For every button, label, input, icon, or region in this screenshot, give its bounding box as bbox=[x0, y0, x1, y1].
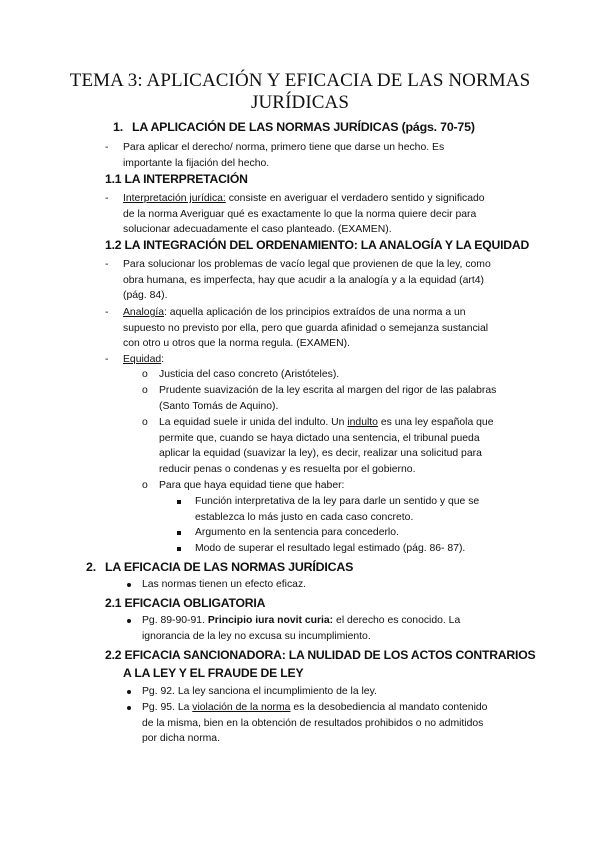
subsection-1-1-heading: 1.1 LA INTERPRETACIÓN bbox=[105, 172, 248, 186]
text-line: de la misma, bien en la obtención de resultados prohibidos o no admitidos bbox=[142, 717, 484, 729]
text-line: ignorancia de la ley no excusa su incumplimiento. bbox=[142, 630, 371, 642]
text-span: Pg. 95. La bbox=[142, 702, 193, 713]
round-bullet bbox=[127, 619, 131, 623]
subsection-2-2-heading bbox=[105, 646, 535, 682]
heading-line: A LA LEY Y EL FRAUDE DE LEY bbox=[123, 666, 304, 680]
term-analogia: Analogía bbox=[123, 307, 165, 318]
text-line: establezca lo más justo en cada caso concreto. bbox=[195, 511, 414, 523]
equidad-item-3 bbox=[159, 415, 494, 478]
section-2-intro: Las normas tienen un efecto eficaz. bbox=[142, 579, 307, 590]
text-line: permite que, cuando se haya dictado una sentencia, el tribunal pueda bbox=[159, 432, 480, 444]
circle-bullet: o bbox=[142, 385, 148, 396]
square-bullet bbox=[177, 547, 181, 551]
round-bullet bbox=[127, 706, 131, 710]
text-line: aplicar la equidad (suavizar la ley), es decir, realizar una solicitud para bbox=[159, 448, 482, 460]
text-span: Pg. 89-90-91. bbox=[142, 615, 208, 626]
circle-bullet: o bbox=[142, 480, 148, 491]
text-line: con otro u otros que la norma regula. (EXAMEN). bbox=[123, 338, 350, 350]
text-line bbox=[142, 700, 487, 716]
text-line: supuesto no previsto por ella, pero que guarda afinidad o semejanza sustancial bbox=[123, 322, 489, 334]
requisito-1 bbox=[195, 494, 479, 525]
term-iura-novit-curia: Principio iura novit curia: bbox=[207, 615, 334, 626]
term-violacion-norma: violación de la norma bbox=[192, 702, 291, 713]
vacio-legal-paragraph bbox=[123, 257, 491, 304]
text-line: por dicha norma. bbox=[142, 733, 220, 745]
text-span: : bbox=[161, 354, 165, 365]
dash-bullet: - bbox=[105, 354, 109, 365]
sancion-item-1: Pg. 92. La ley sanciona el incumplimiento de la ley. bbox=[142, 686, 377, 697]
subsection-2-1-heading: 2.1 EFICACIA OBLIGATORIA bbox=[105, 596, 266, 610]
text-line: importante la fijación del hecho. bbox=[123, 157, 270, 169]
text-span: La equidad suele ir unida del indulto. Un bbox=[159, 417, 348, 428]
dash-bullet: - bbox=[105, 307, 109, 318]
equidad-label bbox=[123, 352, 164, 368]
section-2-number: 2. bbox=[86, 560, 96, 574]
equidad-item-2 bbox=[159, 383, 496, 414]
round-bullet bbox=[127, 583, 131, 587]
text-line: Función interpretativa de la ley para darle un sentido y que se bbox=[195, 496, 480, 507]
term-interpretacion: Interpretación jurídica: bbox=[123, 193, 226, 204]
text-span: consiste en averiguar el verdadero sentido y significado bbox=[225, 193, 485, 204]
square-bullet bbox=[177, 500, 181, 504]
section-1-intro bbox=[123, 140, 444, 171]
text-line: Prudente suavización de la ley escrita al margen del rigor de las palabras bbox=[159, 385, 497, 396]
term-indulto: indulto bbox=[347, 417, 378, 428]
text-line: solucionar adecuadamente el caso planteado. (EXAMEN). bbox=[123, 224, 392, 236]
equidad-item-1: Justicia del caso concreto (Aristóteles). bbox=[159, 369, 340, 380]
text-line: Para solucionar los problemas de vacío legal que provienen de que la ley, como bbox=[123, 259, 491, 270]
text-line bbox=[123, 191, 485, 207]
eficacia-obligatoria-paragraph bbox=[142, 613, 460, 644]
dash-bullet: - bbox=[105, 142, 109, 153]
text-line: (Santo Tomás de Aquino). bbox=[159, 400, 279, 412]
text-line: obra humana, es imperfecta, hay que acudir a la analogía y a la equidad (art4) bbox=[123, 274, 485, 286]
text-line: reducir penas o condenas y es resuelta por el gobierno. bbox=[159, 464, 416, 476]
square-bullet bbox=[177, 531, 181, 535]
text-line: de la norma Averiguar qué es exactamente lo que la norma quiere decir para bbox=[123, 208, 477, 220]
equidad-item-4: Para que haya equidad tiene que haber: bbox=[159, 480, 345, 491]
sancion-item-2 bbox=[142, 700, 487, 747]
title-line-2: JURÍDICAS bbox=[250, 92, 350, 113]
text-span: el derecho es conocido. La bbox=[333, 615, 461, 626]
round-bullet bbox=[127, 690, 131, 694]
circle-bullet: o bbox=[142, 369, 148, 380]
interpretation-paragraph bbox=[123, 191, 485, 238]
document-title bbox=[60, 70, 540, 114]
term-equidad: Equidad bbox=[123, 354, 162, 365]
text-line bbox=[159, 415, 494, 431]
text-line bbox=[142, 613, 460, 629]
text-span: : aquella aplicación de los principios extraídos de una norma a un bbox=[164, 307, 466, 318]
section-1-heading: LA APLICACIÓN DE LAS NORMAS JURÍDICAS (págs. 70-75) bbox=[132, 120, 475, 134]
section-1-number: 1. bbox=[113, 120, 123, 134]
circle-bullet: o bbox=[142, 417, 148, 428]
text-line: Para aplicar el derecho/ norma, primero tiene que darse un hecho. Es bbox=[123, 142, 445, 153]
requisito-3: Modo de superar el resultado legal estimado (pág. 86- 87). bbox=[195, 543, 466, 554]
text-line: (pág. 84). bbox=[123, 290, 168, 302]
dash-bullet: - bbox=[105, 259, 109, 270]
text-line bbox=[123, 305, 488, 321]
requisito-2: Argumento en la sentencia para concederlo. bbox=[195, 527, 399, 538]
heading-line: 2.2 EFICACIA SANCIONADORA: LA NULIDAD DE LOS ACTOS CONTRARIOS bbox=[105, 648, 536, 662]
dash-bullet: - bbox=[105, 193, 109, 204]
analogia-paragraph bbox=[123, 305, 488, 352]
subsection-1-2-heading: 1.2 LA INTEGRACIÓN DEL ORDENAMIENTO: LA ANALOGÍA Y LA EQUIDAD bbox=[105, 238, 530, 252]
text-span: es una ley española que bbox=[377, 417, 494, 428]
title-line-1: TEMA 3: APLICACIÓN Y EFICACIA DE LAS NORMAS bbox=[69, 70, 531, 91]
section-2-heading: LA EFICACIA DE LAS NORMAS JURÍDICAS bbox=[105, 560, 354, 574]
text-span: es la desobediencia al mandato contenido bbox=[290, 702, 488, 713]
